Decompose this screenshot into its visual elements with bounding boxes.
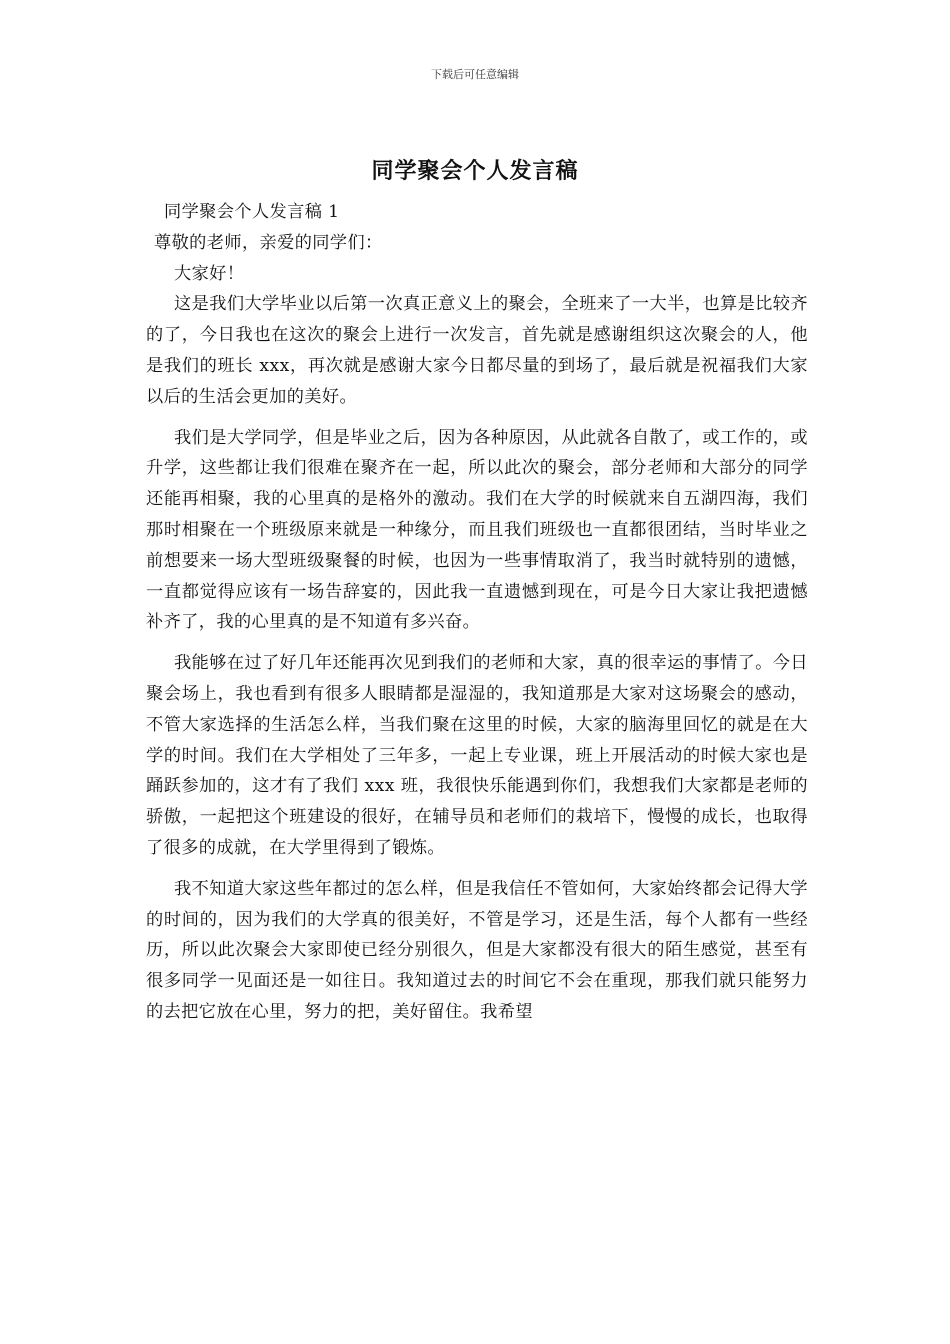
paragraph-4: 我不知道大家这些年都过的怎么样，但是我信任不管如何，大家始终都会记得大学的时间的，因为我们的大学真的很美好，不管是学习，还是生活，每个人都有一些经历，所以此次聚会大家即使已经分别很久，但是大家都没有很大的陌生感觉，甚至有很多同学一见面还是一如往日。我知道过去的时间它不会在重现，那我们就只能努力的去把它放在心里，努力的把，美好留住。我希望 — [146, 878, 808, 1022]
paragraph-3: 我能够在过了好几年还能再次见到我们的老师和大家，真的很幸运的事情了。今日聚会场上，我也看到有很多人眼睛都是湿湿的，我知道那是大家对这场聚会的感动，不管大家选择的生活怎么样，当我们聚在这里的时候，大家的脑海里回忆的就是在大学的时间。我们在大学相处了三年多，一起上专业课，班上开展活动的时候大家也是踊跃参加的，这才有了我们 xxx 班，我很快乐能遇到你们，我想我们大家都是老师的骄傲，一起把这个班建设的很好，在辅导员和老师们的栽培下，慢慢的成长，也取得了很多的成就，在大学里得到了锻炼。 — [146, 653, 808, 858]
salutation: 尊敬的老师，亲爱的同学们： — [154, 232, 383, 253]
paragraph-2: 我们是大学同学，但是毕业之后，因为各种原因，从此就各自散了，或工作的，或升学，这些都让我们很难在聚齐在一起，所以此次的聚会，部分老师和大部分的同学还能再相聚，我的心里真的是格外的激动。我们在大学的时候就来自五湖四海，我们那时相聚在一个班级原来就是一种缘分，而且我们班级也一直都很团结，当时毕业之前想要来一场大型班级聚餐的时候，也因为一些事情取消了，我当时就特别的遗憾，一直都觉得应该有一场告辞宴的，因此我一直遗憾到现在，可是今日大家让我把遗憾补齐了，我的心里真的是不知道有多兴奋。 — [146, 427, 808, 633]
paragraph-1: 这是我们大学毕业以后第一次真正意义上的聚会，全班来了一大半，也算是比较齐的了，今日我也在这次的聚会上进行一次发言，首先就是感谢组织这次聚会的人，他是我们的班长 xxx，再次就是感谢大家今日都尽量的到场了，最后就是祝福我们大家以后的生活会更加的美好。 — [146, 294, 808, 407]
page-title: 同学聚会个人发言稿 — [371, 158, 579, 184]
page-header-note: 下载后可任意编辑 — [431, 68, 519, 81]
document-subtitle: 同学聚会个人发言稿 1 — [164, 202, 340, 222]
document-body — [146, 197, 808, 1028]
greeting: 大家好！ — [174, 263, 245, 284]
